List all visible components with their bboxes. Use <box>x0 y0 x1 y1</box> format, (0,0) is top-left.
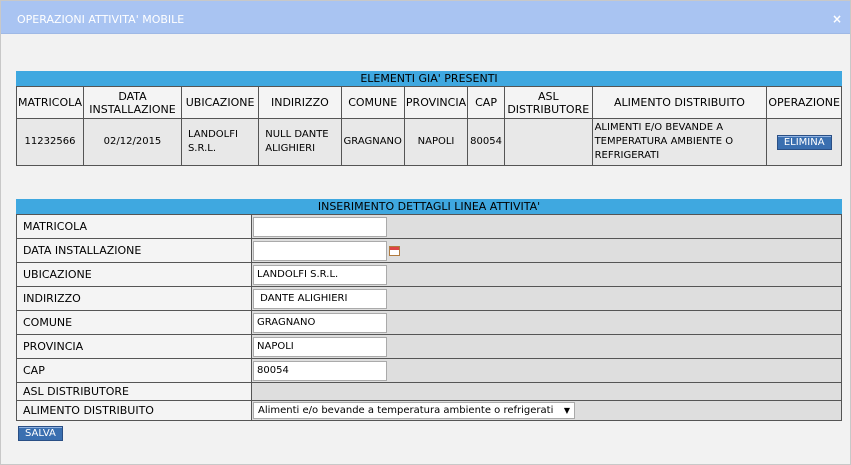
insert-details-section <box>16 199 842 421</box>
cell-asl-distributore <box>504 119 592 166</box>
value-cell-indirizzo <box>252 287 842 311</box>
form-row-comune <box>17 311 842 335</box>
value-cell-alimento-distribuito <box>252 401 842 421</box>
cell-provincia: NAPOLI <box>404 119 467 166</box>
col-header-matricola: MATRICOLA <box>17 87 84 119</box>
col-header-indirizzo: INDIRIZZO <box>259 87 341 119</box>
form-row-ubicazione <box>17 263 842 287</box>
cell-alimento-distribuito: ALIMENTI E/O BEVANDE A TEMPERATURA AMBIENTE O REFRIGERATI <box>592 119 767 166</box>
form-row-asl-distributore <box>17 383 842 401</box>
label-ubicazione: UBICAZIONE <box>17 263 252 287</box>
form-row-matricola <box>17 215 842 239</box>
col-header-comune: COMUNE <box>341 87 404 119</box>
provincia-input[interactable] <box>253 337 387 357</box>
value-cell-ubicazione <box>252 263 842 287</box>
label-asl-distributore: ASL DISTRIBUTORE <box>17 383 252 401</box>
matricola-input[interactable] <box>253 217 387 237</box>
table-header-row <box>17 87 842 119</box>
col-header-operazione: OPERAZIONE <box>767 87 842 119</box>
chevron-down-icon: ▼ <box>563 406 570 415</box>
delete-button[interactable]: ELIMINA <box>777 135 832 150</box>
dialog-titlebar <box>1 1 850 34</box>
col-header-ubicazione: UBICAZIONE <box>181 87 258 119</box>
value-cell-data-installazione <box>252 239 842 263</box>
cell-ubicazione: LANDOLFI S.R.L. <box>181 119 258 166</box>
cell-matricola: 11232566 <box>17 119 84 166</box>
value-cell-provincia <box>252 335 842 359</box>
label-alimento-distribuito: ALIMENTO DISTRIBUITO <box>17 401 252 421</box>
cell-indirizzo: NULL DANTE ALIGHIERI <box>259 119 341 166</box>
cell-data-installazione: 02/12/2015 <box>84 119 182 166</box>
form-row-provincia <box>17 335 842 359</box>
value-cell-matricola <box>252 215 842 239</box>
ubicazione-input[interactable] <box>253 265 387 285</box>
cell-comune: GRAGNANO <box>341 119 404 166</box>
dialog-title: OPERAZIONI ATTIVITA' MOBILE <box>17 13 185 26</box>
alimento-distribuito-select[interactable] <box>253 402 575 419</box>
table-row <box>17 119 842 166</box>
cell-cap: 80054 <box>468 119 505 166</box>
col-header-cap: CAP <box>468 87 505 119</box>
value-cell-cap <box>252 359 842 383</box>
form-row-cap <box>17 359 842 383</box>
col-header-alimento-distribuito: ALIMENTO DISTRIBUITO <box>592 87 767 119</box>
col-header-provincia: PROVINCIA <box>404 87 467 119</box>
existing-elements-table <box>16 86 842 166</box>
label-comune: COMUNE <box>17 311 252 335</box>
existing-elements-section <box>16 71 842 166</box>
value-cell-asl-distributore <box>252 383 842 401</box>
cap-input[interactable] <box>253 361 387 381</box>
col-header-asl-distributore: ASL DISTRIBUTORE <box>504 87 592 119</box>
label-indirizzo: INDIRIZZO <box>17 287 252 311</box>
form-row-alimento-distribuito <box>17 401 842 421</box>
comune-input[interactable] <box>253 313 387 333</box>
label-provincia: PROVINCIA <box>17 335 252 359</box>
label-data-installazione: DATA INSTALLAZIONE <box>17 239 252 263</box>
calendar-icon[interactable] <box>389 246 400 256</box>
insert-details-caption: INSERIMENTO DETTAGLI LINEA ATTIVITA' <box>16 199 842 214</box>
label-cap: CAP <box>17 359 252 383</box>
col-header-data-installazione: DATA INSTALLAZIONE <box>84 87 182 119</box>
close-icon[interactable]: × <box>831 12 842 26</box>
indirizzo-input[interactable] <box>253 289 387 309</box>
label-matricola: MATRICOLA <box>17 215 252 239</box>
form-row-data-installazione <box>17 239 842 263</box>
form-row-indirizzo <box>17 287 842 311</box>
insert-details-form <box>16 214 842 421</box>
save-button[interactable]: SALVA <box>18 426 63 441</box>
value-cell-comune <box>252 311 842 335</box>
data-installazione-input[interactable] <box>253 241 387 261</box>
cell-operazione <box>767 119 842 166</box>
alimento-distribuito-selected: Alimenti e/o bevande a temperatura ambiente o refrigerati <box>258 405 554 416</box>
existing-elements-caption: ELEMENTI GIA' PRESENTI <box>16 71 842 86</box>
